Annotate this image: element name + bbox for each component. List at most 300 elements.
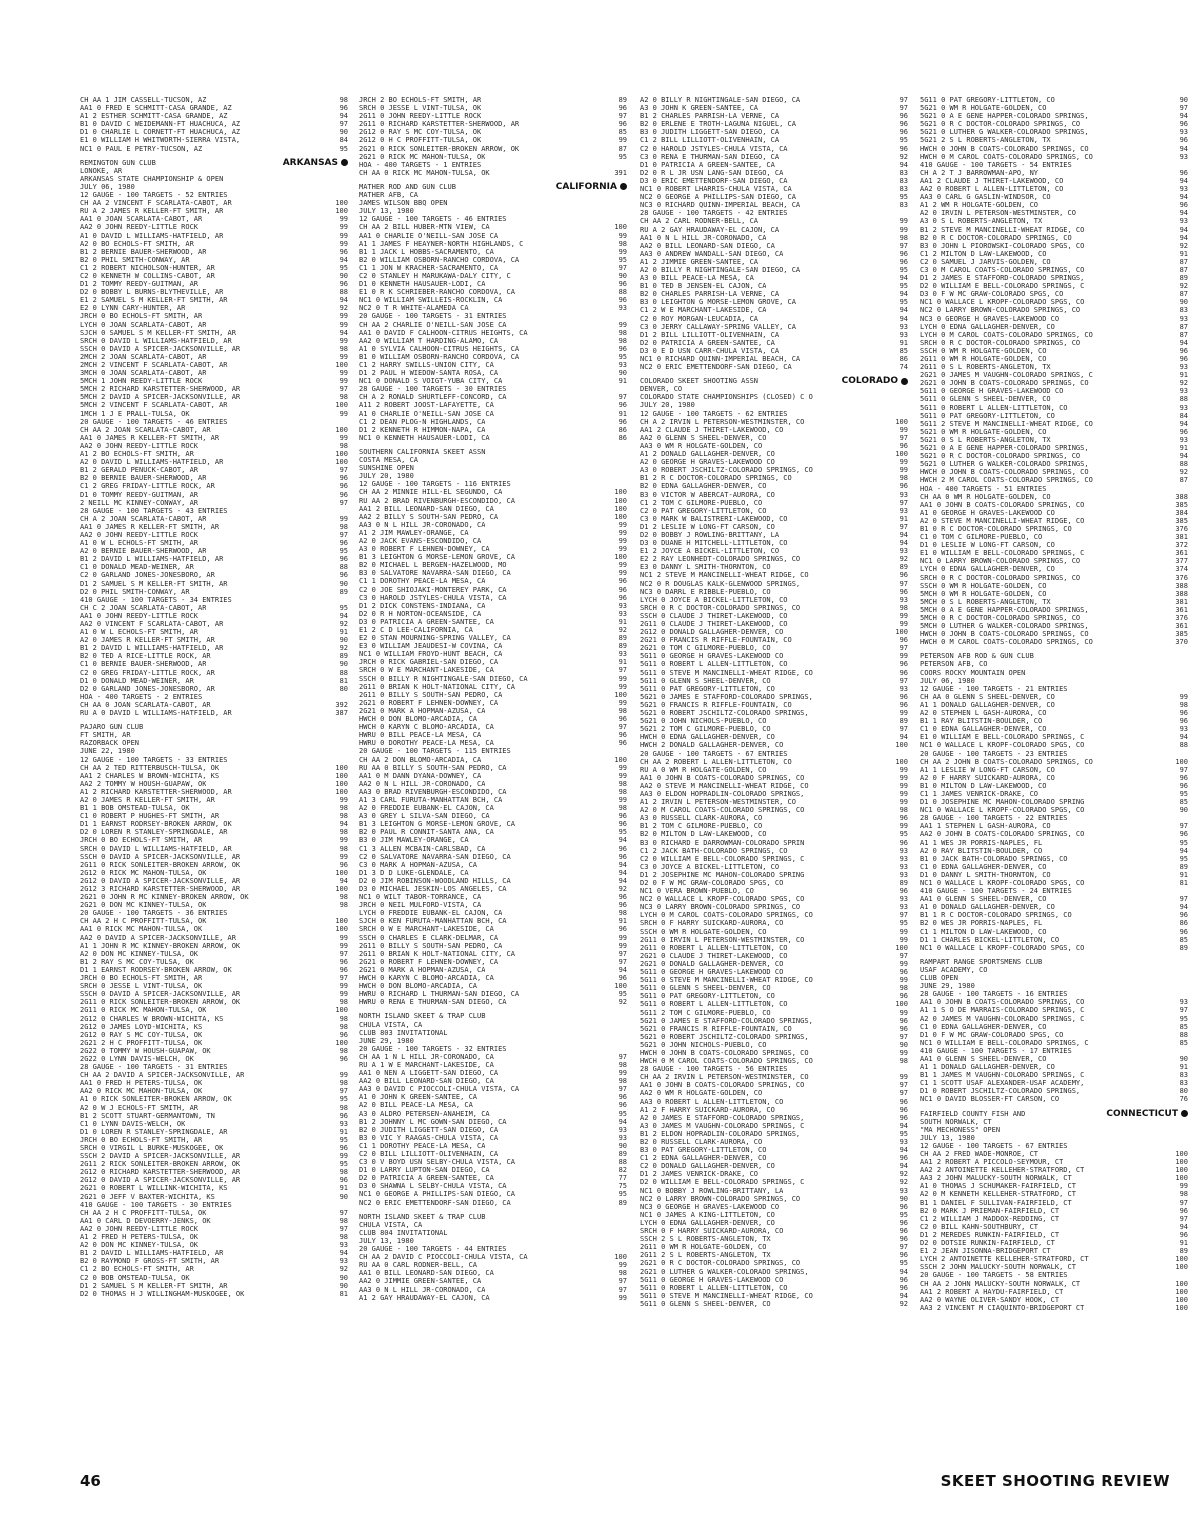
result-entry: A3 0 JOHN K GREEN-SANTEE, CA [640,104,759,113]
result-score: 96 [339,965,348,974]
event-info-line: 12 GAUGE - 100 TARGETS - 46 ENTRIES [359,215,507,224]
result-score: 93 [618,1133,627,1142]
result-score: 100 [335,207,348,216]
results-column-1 [80,96,348,1298]
result-entry: NC2 0 ERIC EMETTENDORF-SAN DIEGO, CA [640,363,792,372]
result-entry: B1 3 LEIGHTON G MORSE-LEMON GROVE, CA [359,820,515,829]
result-entry: 2G21 0 JEFF V BAXTER-WICHITA, KS [80,1192,215,1201]
result-score: 98 [339,1022,348,1031]
result-score: 99 [618,674,627,683]
result-row [80,1160,348,1168]
result-entry: A2 0 JAMES E STAFFORD-COLORADO SPRINGS, [640,1113,805,1122]
result-row [640,855,908,863]
result-score: 100 [614,223,627,232]
result-row [359,804,627,812]
result-row [359,594,627,602]
result-row [80,272,348,280]
result-row [80,1071,348,1079]
result-row [920,404,1188,412]
result-entry: NC1 0 WALLACE L KROPF-COLORADO SPGS, CO [920,879,1085,887]
result-row [359,812,627,820]
result-entry: NC1 0 WILT TABOR-TORRANCE, CA [359,893,482,902]
result-row [640,628,908,636]
result-entry: D2 0 WILLIAM E BELL-COLORADO SPRINGS, C [640,1178,805,1187]
result-row [359,788,627,796]
result-entry: 2G12 0 RICHARD KARSTETTER-SHERWOOD, AR [80,1168,241,1177]
result-score: 98 [618,1077,627,1086]
result-score: 100 [335,450,348,459]
result-row [359,545,627,553]
result-entry: D1 0 LOREN R STANLEY-SPRINGDALE, AR [80,1127,228,1136]
result-entry: B1 2 ELDON HOPRADLIN-COLORADO SPRINGS, [640,1129,801,1138]
event-info-line: JUNE 29, 1980 [359,1036,414,1045]
result-entry: D1 2 DICK CONSTENS-INDIANA, CA [359,601,486,610]
result-entry: 5G11 0 GEORGE H GRAVES-LAKEWOOD CO [640,1275,784,1284]
result-score: 99 [618,231,627,240]
result-entry: D2 0 LOREN R STANLEY-SPRINGDALE, AR [80,828,228,837]
result-score: 96 [339,104,348,113]
result-row [640,355,908,363]
result-entry: SSCH 0 DAVID A SPICER-JACKSONVILLE, AR [80,344,241,353]
result-score: 95 [899,919,908,928]
result-score: 93 [899,547,908,556]
results-column-3 [640,96,908,1308]
result-score: 97 [339,530,348,539]
result-score: 99 [618,320,627,329]
result-entry: D2 0 WILLIAM E BELL-COLORADO SPRINGS, C [920,282,1085,291]
result-score: 95 [1179,838,1188,847]
result-entry: AA2 0 JOHN REEDY-LITTLE ROCK [80,223,199,232]
result-row [640,620,908,628]
result-score: 97 [899,104,908,113]
result-row [80,1136,348,1144]
result-entry: NC2 0 LARRY BROWN-COLORADO SPRINGS, CO [640,1194,801,1203]
result-row [640,1025,908,1033]
result-score: 98 [339,1079,348,1088]
result-score: 97 [899,644,908,653]
result-entry: AA1 0 RICK MC MAHON-TULSA, OK [80,925,203,934]
club-heading [920,1110,1188,1118]
result-row [640,871,908,879]
result-row [920,936,1188,944]
result-score: 98 [899,233,908,242]
result-row [640,1268,908,1276]
result-score: 92 [339,620,348,628]
club-heading [359,1012,627,1020]
result-row [640,1009,908,1017]
result-row [80,1193,348,1201]
result-row [359,104,627,112]
result-score: 96 [618,577,627,586]
result-entry: HWCH 0 JOHN B COATS-COLORADO SPRINGS, CO [920,468,1089,477]
result-row [640,266,908,274]
result-score: 83 [1179,1071,1188,1080]
result-row [640,1276,908,1284]
result-entry: NC1 0 DONALD S VOIGT-YUBA CITY, CA [359,377,503,386]
result-score: 97 [899,241,908,250]
result-entry: C3 0 V BOYD USN SELBY-CHULA VISTA, CA [359,1158,515,1167]
result-entry: 5G21 2 TOM C GILMORE-PUEBLO, CO [640,725,771,734]
result-score: 96 [899,1113,908,1122]
result-entry: SSCH 0 BILLY R NIGHTINGALE-SAN DIEGO, CA [359,674,528,683]
result-score: 96 [618,925,627,934]
result-entry: SSCH 0 WM R HOLGATE-GOLDEN, CO [920,346,1047,355]
result-score: 82 [618,1166,627,1175]
result-entry: D1 0 LESLIE W LONG-FT CARSON, CO [920,541,1055,550]
result-score: 99 [618,569,627,578]
result-row [359,112,627,120]
result-row [640,612,908,620]
result-entry: AA2 2 ANTOINETTE KELLEHER-STRATFORD, CT [920,1166,1085,1175]
result-entry: SSCH 0 CHARLES E CLARK-DELMAR, CA [359,933,499,942]
result-score: 95 [339,144,348,153]
result-score: 97 [1179,1006,1188,1015]
result-row [920,806,1188,814]
result-entry: AA2 0 DAVID A SPICER-JACKSONVILLE, AR [80,933,236,942]
result-score: 88 [339,668,348,677]
result-entry: A2 0 STEPHEN L GASH-AURORA, CO [920,709,1047,718]
result-score: 99 [339,320,348,329]
event-info-line: 28 GAUGE - 100 TARGETS - 30 ENTRIES [359,385,507,394]
result-entry: B1 0 MILTON D LAW-LAKEWOOD, CO [920,781,1047,790]
event-info-line: COSTA MESA, CA [359,456,419,465]
result-score: 99 [618,1069,627,1078]
result-entry: A1 1 S O DE MARRAIS-COLORADO SPRINGS, C [920,1006,1085,1015]
result-row [80,580,348,588]
result-entry: 2G12 3 RICHARD KARSTETTER-SHERWOOD, AR [80,885,241,893]
result-row [920,830,1188,838]
result-score: 381 [1175,597,1188,606]
result-score: 96 [339,280,348,289]
result-score: 91 [899,338,908,347]
result-entry: 2G21 0 LUTHER G WALKER-COLORADO SPRINGS, [640,1267,809,1276]
result-entry: NC1 0 BOBBY J ROWLING-BRITTANY, LA [640,1186,784,1195]
result-row [80,450,348,458]
result-score: 95 [618,255,627,264]
result-row [359,304,627,312]
result-score: 99 [899,466,908,475]
result-score: 100 [614,496,627,505]
result-score: 92 [899,1299,908,1308]
result-score: 96 [899,587,908,596]
result-score: 89 [899,563,908,572]
result-score: 98 [618,336,627,345]
result-row [920,226,1188,234]
result-entry: AA1 1 STEPHEN L GASH-AURORA, CO [920,822,1051,831]
result-row [640,153,908,161]
result-score: 99 [339,377,348,386]
result-score: 96 [1179,168,1188,177]
result-row [640,968,908,976]
result-score: 83 [1179,1079,1188,1088]
result-entry: CH AA 0 RICK MC MAHON-TULSA, OK [359,168,490,177]
result-row [80,1120,348,1128]
result-score: 100 [1175,1295,1188,1304]
result-row [80,877,348,885]
event-info-line: JULY 13, 1980 [920,1133,975,1142]
result-entry: LYCH 0 M CAROL COATS-COLORADO SPRINGS, CO [920,330,1093,339]
result-score: 98 [339,1233,348,1242]
result-entry: CH C 2 JOAN SCARLATA-CABOT, AR [80,603,207,612]
result-entry: 2G11 0 BRIAN K HOLT-NATIONAL CITY, CA [359,949,515,958]
result-row [920,782,1188,790]
result-row [359,256,627,264]
result-row [640,1017,908,1025]
event-info-line: 410 GAUGE - 100 TARGETS - 30 ENTRIES [80,1200,232,1209]
result-entry: B1 0 R C DOCTOR-COLORADO SPRINGS, CO [920,524,1072,533]
result-score: 99 [618,682,627,691]
result-row [359,337,627,345]
result-row [80,1006,348,1014]
result-row [359,1142,627,1150]
result-row [920,395,1188,403]
result-entry: AA1 2 ROBERT A HAYDU-FAIRFIELD, CT [920,1287,1064,1296]
result-entry: D1 1 EARNST RODRSEY-BROKEN ARROW, OK [80,965,232,974]
result-entry: AA2 0 VINCENT F SCARLATA-CABOT, AR [80,620,224,628]
result-score: 89 [899,879,908,887]
result-row [359,361,627,369]
result-row [80,539,348,547]
result-entry: 5G21 0 FRANCIS R RIFFLE-FOUNTAIN, CO [640,1024,792,1033]
result-score: 96 [339,1111,348,1120]
result-entry: AA3 0 BRAD RIVENBURGH-ESCONDIDO, CA [359,787,507,796]
result-row [359,626,627,634]
result-score: 93 [618,609,627,618]
result-score: 94 [1179,209,1188,218]
result-row [359,901,627,909]
result-row [359,796,627,804]
result-row [359,1093,627,1101]
result-entry: D1 0 CHARLIE L CORNETT-FT HUACHUCA, AZ [80,128,241,137]
result-score: 96 [899,814,908,823]
result-score: 98 [339,1216,348,1225]
result-entry: D1 0 TOMMY REEDY-GUITMAN, AR [80,490,199,499]
result-score: 96 [618,344,627,353]
result-row [80,636,348,644]
result-row [80,1265,348,1273]
result-row [640,733,908,741]
result-score: 94 [1179,144,1188,153]
result-entry: A1 0 GEORGE H GRAVES-LAKEWOOD CO [920,508,1055,517]
result-row [359,982,627,990]
result-score: 99 [618,545,627,554]
event-info-line: 410 GAUGE - 100 TARGETS - 17 ENTRIES [920,1046,1072,1055]
result-entry: C1 0 EDNA GALLAGHER-DENVER, CO [920,862,1047,871]
result-score: 93 [1179,435,1188,444]
result-row [920,855,1188,863]
result-row [80,353,348,361]
result-row [640,604,908,612]
result-row [359,521,627,529]
result-score: 91 [1179,444,1188,453]
result-row [80,853,348,861]
result-entry: NC1 0 DAVID BLOSSER-FT CARSON, CO [920,1095,1060,1104]
result-score: 98 [618,779,627,788]
result-score: 90 [1179,806,1188,815]
result-entry: HWCH 0 M CAROL COATS-COLORADO SPRINGS, CO [920,638,1093,647]
result-row [920,1255,1188,1263]
result-score: 99 [618,561,627,570]
result-score: 97 [899,96,908,104]
result-entry: D2 0 BOBBY L BURNS-BLYTHEVILLE, AR [80,288,224,297]
result-entry: 2G21 0 DON MC KINNEY-TULSA, OK [80,901,207,910]
result-score: 94 [899,1162,908,1171]
result-row [80,990,348,998]
result-entry: 2G11 0 WM R HOLGATE-GOLDEN, CO [640,1243,767,1252]
result-entry: E1 2 C D LEE-CALIFORNIA, CA [359,626,473,634]
result-entry: A1 0 DONALD GALLAGHER-DENVER, CO [920,903,1055,912]
result-row [920,525,1188,533]
result-score: 90 [899,1194,908,1203]
result-row [80,474,348,482]
bullet-icon [341,159,348,166]
result-score: 84 [339,136,348,145]
result-row [359,764,627,772]
result-entry: NC3 0 GEORGE H GRAVES-LAKEWOOD CO [640,1202,780,1211]
result-score: 93 [339,1257,348,1266]
result-row [359,917,627,925]
result-score: 88 [618,1158,627,1167]
result-entry: 2G21 0 FRANCIS R RIFFLE-FOUNTAIN, CO [640,636,792,645]
result-row [359,723,627,731]
result-score: 98 [339,893,348,902]
result-entry: A1 0 DAVID L WILLIAMS-HATFIELD, AR [80,231,224,240]
result-entry: AA1 0 JAMES R KELLER-FT SMITH, AR [80,433,220,442]
state-heading [283,159,348,167]
result-score: 89 [1179,943,1188,952]
result-entry: D1 0 DONALD MEAD-WEINER, AR [80,676,194,685]
result-row [359,434,627,442]
result-row [640,474,908,482]
result-entry: AA1 0 JOHN B COATS-COLORADO SPRINGS, CO [920,998,1085,1007]
result-row [640,701,908,709]
result-score: 374 [1175,565,1188,574]
result-entry: JRCH 0 BO ECHOLS-FT SMITH, AR [80,1135,203,1144]
result-entry: A1 2 FRED H PETERS-TULSA, OK [80,1233,199,1242]
result-entry: SSCH 0 DAVID A SPICER-JACKSONVILLE, AR [80,990,241,999]
result-row [359,853,627,861]
result-entry: NC1 0 WILLIAM FROYD-HUNT BEACH, CA [359,650,503,659]
result-entry: 5G21 2 S L ROBERTS-ANGLETON, TX [920,136,1051,145]
result-entry: CH AA 2 BILL HUBER-MTN VIEW, CA [359,223,490,232]
result-score: 95 [899,1259,908,1268]
result-entry: AA1 0 FRED H PETERS-TULSA, OK [80,1079,203,1088]
result-score: 97 [618,1085,627,1094]
event-info-line: 20 GAUGE - 100 TARGETS - 67 ENTRIES [640,749,788,758]
event-info-line: JUNE 22, 1980 [80,747,135,756]
result-score: 90 [618,369,627,378]
result-row [80,240,348,248]
result-entry: B2 0 WES JR PORRIS-NAPLES, FL [920,919,1043,928]
result-score: 88 [1179,1030,1188,1039]
result-row [920,1031,1188,1039]
result-score: 90 [339,660,348,669]
result-row [80,861,348,869]
event-info-line: HOA - 400 TARGETS - 2 ENTRIES [80,692,203,701]
result-score: 93 [618,361,627,369]
page-number: 46 [80,1472,101,1490]
result-row [920,1199,1188,1207]
result-score: 96 [899,1227,908,1236]
result-entry: D2 0 F W MC GRAW-COLORADO SPGS, CO [640,879,784,887]
result-row [80,377,348,385]
result-entry: A1 0 SYLVIA CALHOON-CITRUS HEIGHTS, CA [359,344,520,353]
result-entry: AA1 2 ROBERT A PICCOLO-SEYMOUR, CT [920,1158,1064,1167]
result-entry: AA3 0 ELDON HOPRADLIN-COLORADO SPRINGS, [640,789,805,798]
result-score: 86 [618,433,627,442]
result-score: 93 [899,846,908,855]
result-score: 96 [618,1093,627,1102]
result-row [920,574,1188,582]
result-entry: NC2 0 R DOUGLAS KALK-GLENWOOD SPRINGS, [640,579,801,588]
result-row [920,242,1188,250]
result-score: 98 [899,1057,908,1066]
result-row [640,887,908,895]
result-row [920,104,1188,112]
result-row [640,523,908,531]
result-score: 94 [1179,903,1188,912]
club-name: PETERSON AFB ROD & GUN CLUB [920,652,1034,661]
result-entry: D3 0 E D USN CARR-CHULA VISTA, CA [640,346,780,355]
result-row [920,1015,1188,1023]
result-entry: 2G11 0 CLAUDE J THIRET-LAKEWOOD, CO [640,620,788,628]
result-entry: 2G11 0 ROBERT L ALLEN-LITTLETON, CO [640,943,788,952]
result-entry: A2 0 M CAROL COATS-COLORADO SPRINGS, CO [640,806,805,815]
result-score: 92 [618,885,627,893]
result-entry: 5G11 0 GLENN S SHEEL-DENVER, CO [640,676,771,685]
result-row [640,136,908,144]
result-entry: NC3 0 GEORGE H GRAVES-LAKEWOOD CO [920,314,1060,323]
result-row [640,1098,908,1106]
result-entry: E3 0 DANNY L SMITH-THORNTON, CO [640,563,771,572]
result-entry: 2G22 0 LYNN DAVIS-WELCH, OK [80,1054,194,1063]
result-entry: B1 2 DAVID L WILLIAMS-HATFIELD, AR [80,555,224,564]
result-entry: 2G12 0 JAMES LOYD-WICHITA, KS [80,1022,203,1031]
club-name: REMINGTON GUN CLUB [80,158,156,167]
result-row [359,1174,627,1182]
result-row [920,209,1188,217]
event-info-line: 12 GAUGE - 100 TARGETS - 52 ENTRIES [80,191,228,200]
result-entry: A1 1 LESLIE W LONG-FT CARSON, CO [920,765,1055,774]
result-row [359,666,627,674]
result-row [640,596,908,604]
result-score: 96 [1179,427,1188,436]
result-score: 96 [1179,717,1188,726]
result-score: 100 [1175,1287,1188,1296]
result-entry: B2 0 MARK J PRIEMAN-FAIRFIELD, CT [920,1206,1060,1215]
result-row [640,952,908,960]
result-entry: A1 2 DONALD GALLAGHER-DENVER, CO [640,450,775,459]
result-entry: 5G11 0 GLENN S SHEEL-DENVER, CO [640,1299,771,1308]
result-entry: CH AA 2 FRED WADE-MONROE, CT [920,1150,1039,1158]
result-entry: NC1 0 WILLIAM E BELL-COLORADO SPRINGS, C [920,1038,1089,1047]
result-entry: HWCH 2 M CAROL COATS-COLORADO SPRINGS, CO [920,476,1093,485]
result-entry: NC2 0 WALLACE L KROPF-COLORADO SPGS, CO [640,895,805,904]
result-entry: E3 0 WILLIAM JEAUDESI-W COVINA, CA [359,642,503,651]
result-score: 89 [618,96,627,104]
result-row [359,1261,627,1269]
result-score: 99 [618,136,627,145]
result-score: 361 [1175,622,1188,631]
result-score: 97 [1179,765,1188,774]
result-row [359,893,627,901]
result-row [920,444,1188,452]
result-entry: B1 1 JACK L HOBBS-SACRAMENTO, CA [359,247,494,256]
result-row [640,169,908,177]
result-row [80,764,348,772]
result-score: 96 [899,112,908,121]
result-row [359,772,627,780]
